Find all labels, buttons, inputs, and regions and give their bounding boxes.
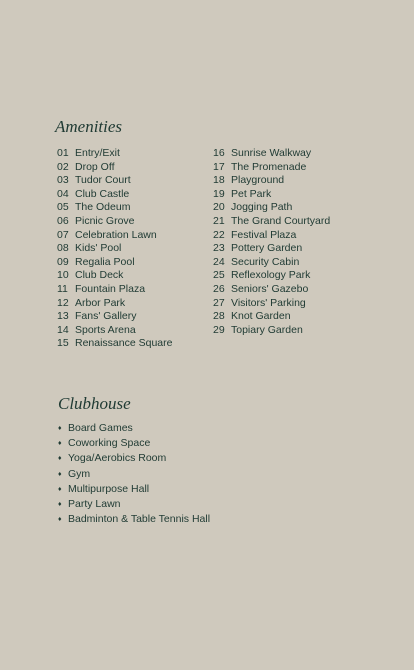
amenity-number: 19 xyxy=(213,187,225,200)
clubhouse-item xyxy=(58,482,210,497)
amenity-item xyxy=(213,242,330,256)
amenity-item xyxy=(57,297,172,311)
amenity-item xyxy=(213,174,330,188)
amenity-name: Security Cabin xyxy=(231,255,300,268)
amenity-item xyxy=(213,147,330,161)
amenity-name: Renaissance Square xyxy=(75,337,173,350)
clubhouse-heading: Clubhouse xyxy=(58,394,131,413)
amenity-name: Reflexology Park xyxy=(231,269,311,282)
amenity-name: Arbor Park xyxy=(75,296,126,309)
amenity-item xyxy=(57,283,172,297)
amenity-name: Topiary Garden xyxy=(231,323,303,336)
clubhouse-item xyxy=(58,451,210,466)
amenity-number: 12 xyxy=(57,296,69,309)
amenity-number: 03 xyxy=(57,174,69,187)
clubhouse-list xyxy=(58,421,210,527)
amenity-number: 07 xyxy=(57,228,69,241)
amenity-item xyxy=(57,174,172,188)
amenity-number: 02 xyxy=(57,160,69,173)
amenity-item xyxy=(57,324,172,338)
amenity-number: 18 xyxy=(213,174,225,187)
amenity-number: 15 xyxy=(57,337,69,350)
amenity-name: Picnic Grove xyxy=(75,214,135,227)
amenity-item xyxy=(213,161,330,175)
amenity-item xyxy=(57,215,172,229)
amenity-number: 01 xyxy=(57,147,69,159)
amenity-item xyxy=(213,229,330,243)
amenity-number: 09 xyxy=(57,255,69,268)
amenity-name: Seniors' Gazebo xyxy=(231,282,309,295)
amenity-number: 24 xyxy=(213,255,225,268)
amenity-name: Festival Plaza xyxy=(231,228,297,241)
amenity-item xyxy=(213,215,330,229)
clubhouse-item-label: Badminton & Table Tennis Hall xyxy=(68,513,211,526)
amenities-list-left xyxy=(57,147,172,351)
amenity-name: Tudor Court xyxy=(75,174,131,187)
amenity-number: 17 xyxy=(213,160,225,173)
amenity-name: Entry/Exit xyxy=(75,147,120,159)
amenity-item xyxy=(57,188,172,202)
amenity-name: Playground xyxy=(231,174,285,187)
amenity-number: 14 xyxy=(57,323,69,336)
amenity-item xyxy=(57,337,172,351)
amenities-list-right xyxy=(213,147,330,337)
amenity-name: Pottery Garden xyxy=(231,242,303,255)
amenity-item xyxy=(57,229,172,243)
diamond-bullet-icon: ♦ xyxy=(58,455,62,463)
amenity-name: Fountain Plaza xyxy=(75,282,146,295)
amenity-number: 26 xyxy=(213,282,225,295)
clubhouse-item xyxy=(58,436,210,451)
amenity-item xyxy=(57,242,172,256)
amenity-name: Fans' Gallery xyxy=(75,310,137,323)
amenity-item xyxy=(57,269,172,283)
amenity-item xyxy=(213,256,330,270)
amenity-number: 11 xyxy=(57,282,68,295)
amenity-name: Sports Arena xyxy=(75,323,136,336)
amenity-name: Sunrise Walkway xyxy=(231,147,312,159)
diamond-bullet-icon: ♦ xyxy=(58,516,62,524)
amenity-name: The Promenade xyxy=(231,160,307,173)
clubhouse-item-label: Yoga/Aerobics Room xyxy=(68,452,167,465)
amenity-number: 22 xyxy=(213,228,225,241)
amenity-number: 29 xyxy=(213,323,225,336)
amenity-number: 25 xyxy=(213,269,225,282)
amenity-item xyxy=(57,147,172,161)
amenity-item xyxy=(57,161,172,175)
clubhouse-item-label: Gym xyxy=(68,467,91,480)
amenity-number: 27 xyxy=(213,296,225,309)
amenity-number: 06 xyxy=(57,214,69,227)
amenity-item xyxy=(57,310,172,324)
clubhouse-item xyxy=(58,467,210,482)
amenity-item xyxy=(213,188,330,202)
amenity-name: Visitors' Parking xyxy=(231,296,306,309)
diamond-bullet-icon: ♦ xyxy=(58,485,62,493)
amenity-number: 13 xyxy=(57,310,69,323)
amenity-item xyxy=(213,297,330,311)
clubhouse-item-label: Party Lawn xyxy=(68,498,121,511)
amenity-name: Club Castle xyxy=(75,187,130,200)
amenity-number: 23 xyxy=(213,242,225,255)
diamond-bullet-icon: ♦ xyxy=(58,501,62,509)
amenity-name: Regalia Pool xyxy=(75,255,135,268)
amenity-number: 04 xyxy=(57,187,69,200)
amenity-number: 08 xyxy=(57,242,69,255)
amenity-name: Pet Park xyxy=(231,187,272,200)
clubhouse-item-label: Coworking Space xyxy=(68,437,151,450)
amenity-number: 10 xyxy=(57,269,69,282)
amenity-name: Club Deck xyxy=(75,269,124,282)
amenity-number: 21 xyxy=(213,214,225,227)
amenity-item xyxy=(213,269,330,283)
amenity-item xyxy=(213,324,330,338)
clubhouse-item xyxy=(58,421,210,436)
clubhouse-item-label: Multipurpose Hall xyxy=(68,482,150,495)
amenity-name: Celebration Lawn xyxy=(75,228,157,241)
amenity-item xyxy=(213,310,330,324)
amenity-name: The Grand Courtyard xyxy=(231,214,331,227)
clubhouse-item xyxy=(58,512,210,527)
diamond-bullet-icon: ♦ xyxy=(58,425,62,432)
amenity-item xyxy=(213,283,330,297)
amenity-item xyxy=(213,201,330,215)
clubhouse-item xyxy=(58,497,210,512)
amenity-number: 20 xyxy=(213,201,225,214)
amenities-heading: Amenities xyxy=(55,117,123,136)
amenity-name: The Odeum xyxy=(75,201,131,214)
amenity-number: 16 xyxy=(213,147,225,159)
diamond-bullet-icon: ♦ xyxy=(58,470,62,478)
diamond-bullet-icon: ♦ xyxy=(58,440,62,448)
amenity-item xyxy=(57,201,172,215)
amenity-name: Jogging Path xyxy=(231,201,293,214)
amenity-number: 28 xyxy=(213,310,225,323)
amenity-name: Knot Garden xyxy=(231,310,291,323)
amenity-name: Kids' Pool xyxy=(75,242,122,255)
amenity-number: 05 xyxy=(57,201,69,214)
amenity-item xyxy=(57,256,172,270)
amenity-name: Drop Off xyxy=(75,160,115,173)
clubhouse-item-label: Board Games xyxy=(68,422,133,434)
